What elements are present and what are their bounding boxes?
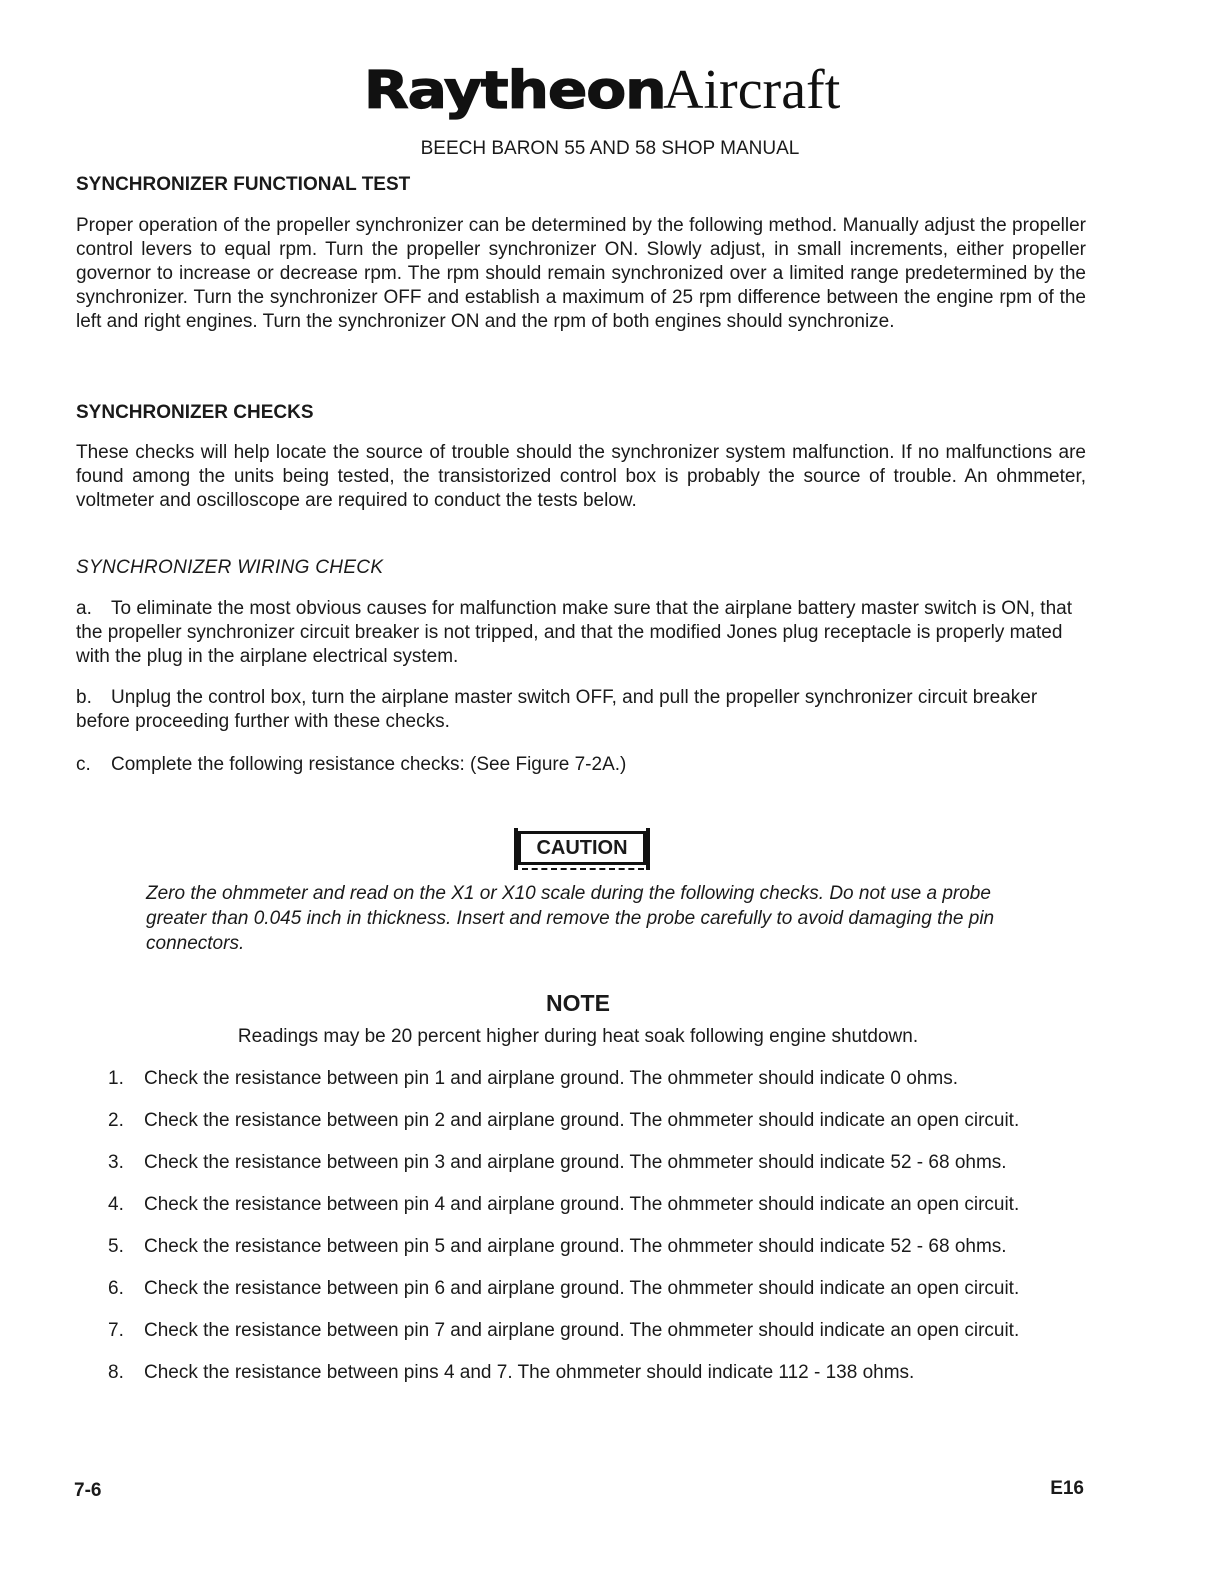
functional-test-heading: SYNCHRONIZER FUNCTIONAL TEST — [76, 174, 411, 195]
check-number: 2. — [108, 1110, 124, 1131]
resistance-check-7 — [108, 1319, 1098, 1343]
note-text: Readings may be 20 percent higher during heat soak following engine shutdown. — [237, 1026, 919, 1047]
wiring-step-b — [76, 686, 1086, 734]
manual-subtitle: BEECH BARON 55 AND 58 SHOP MANUAL — [420, 138, 800, 159]
step-marker: a. — [76, 598, 92, 619]
step-text: Complete the following resistance checks: (See Figure 7-2A.) — [111, 754, 627, 775]
check-number: 8. — [108, 1362, 124, 1383]
checks-heading: SYNCHRONIZER CHECKS — [76, 402, 314, 423]
note-title: NOTE — [546, 990, 610, 1016]
check-text: Check the resistance between pins 4 and 7. The ohmmeter should indicate 112 - 138 ohms. — [144, 1362, 915, 1383]
check-number: 3. — [108, 1152, 124, 1173]
check-text: Check the resistance between pin 7 and airplane ground. The ohmmeter should indicate an open circuit. — [144, 1320, 1020, 1341]
check-number: 1. — [108, 1068, 124, 1089]
check-number: 7. — [108, 1320, 124, 1341]
check-text: Check the resistance between pin 3 and airplane ground. The ohmmeter should indicate 52 - 68 ohms. — [144, 1152, 1007, 1173]
resistance-check-3 — [108, 1151, 1098, 1175]
check-text: Check the resistance between pin 2 and airplane ground. The ohmmeter should indicate an open circuit. — [144, 1110, 1020, 1131]
page-number: 7-6 — [74, 1480, 102, 1501]
resistance-check-1 — [108, 1067, 1098, 1091]
resistance-check-4 — [108, 1193, 1098, 1217]
logo — [0, 58, 1220, 122]
logo-product: Aircraft — [663, 59, 841, 121]
check-number: 5. — [108, 1236, 124, 1257]
check-text: Check the resistance between pin 6 and airplane ground. The ohmmeter should indicate an open circuit. — [144, 1278, 1020, 1299]
resistance-check-5 — [108, 1235, 1098, 1259]
step-marker: b. — [76, 687, 92, 708]
check-number: 6. — [108, 1278, 124, 1299]
resistance-check-2 — [108, 1109, 1098, 1133]
checks-body: These checks will help locate the source of trouble should the synchronizer system malfunction. If no malfunctions are found among the units being tested, the transistorized control box is probably the source of trouble. An ohmmeter, voltmeter and oscilloscope are required to conduct the tests below. — [76, 442, 1086, 511]
resistance-check-8 — [108, 1361, 1098, 1385]
caution-text: Zero the ohmmeter and read on the X1 or X10 scale during the following checks. Do not use a probe greater than 0.045 inch in thickness. Insert and remove the probe carefully to avoid damaging the pin connectors. — [146, 883, 995, 954]
check-text: Check the resistance between pin 1 and airplane ground. The ohmmeter should indicate 0 ohms. — [144, 1068, 958, 1089]
wiring-step-a — [76, 597, 1086, 669]
step-text: To eliminate the most obvious causes for malfunction make sure that the airplane battery master switch is ON, that the propeller synchronizer circuit breaker is not tripped, and that the modified Jones plug receptacle is properly mated with the plug in the airplane electrical system. — [76, 598, 1072, 667]
revision-code: E16 — [1050, 1478, 1084, 1499]
caution-label: CAUTION — [518, 831, 646, 865]
functional-test-body: Proper operation of the propeller synchronizer can be determined by the following method. Manually adjust the propeller control levers to equal rpm. Turn the propeller synchronizer ON. Slowly adjust, in small increments, either propeller governor to increase or decrease rpm. The rpm should remain synchronized over a limited range predetermined by the synchronizer. Turn the synchronizer OFF and establish a maximum of 25 rpm difference between the engine rpm of the left and right engines. Turn the synchronizer ON and the rpm of both engines should synchronize. — [76, 215, 1086, 332]
check-text: Check the resistance between pin 4 and airplane ground. The ohmmeter should indicate an open circuit. — [144, 1194, 1020, 1215]
resistance-check-6 — [108, 1277, 1098, 1301]
check-number: 4. — [108, 1194, 124, 1215]
check-text: Check the resistance between pin 5 and airplane ground. The ohmmeter should indicate 52 - 68 ohms. — [144, 1236, 1007, 1257]
logo-brand: Raytheon — [363, 61, 666, 121]
wiring-step-c — [76, 753, 1086, 777]
step-marker: c. — [76, 754, 91, 775]
caution-underline — [522, 868, 644, 870]
step-text: Unplug the control box, turn the airplane master switch OFF, and pull the propeller synchronizer circuit breaker before proceeding further with these checks. — [76, 687, 1038, 732]
wiring-check-heading: SYNCHRONIZER WIRING CHECK — [76, 557, 384, 578]
